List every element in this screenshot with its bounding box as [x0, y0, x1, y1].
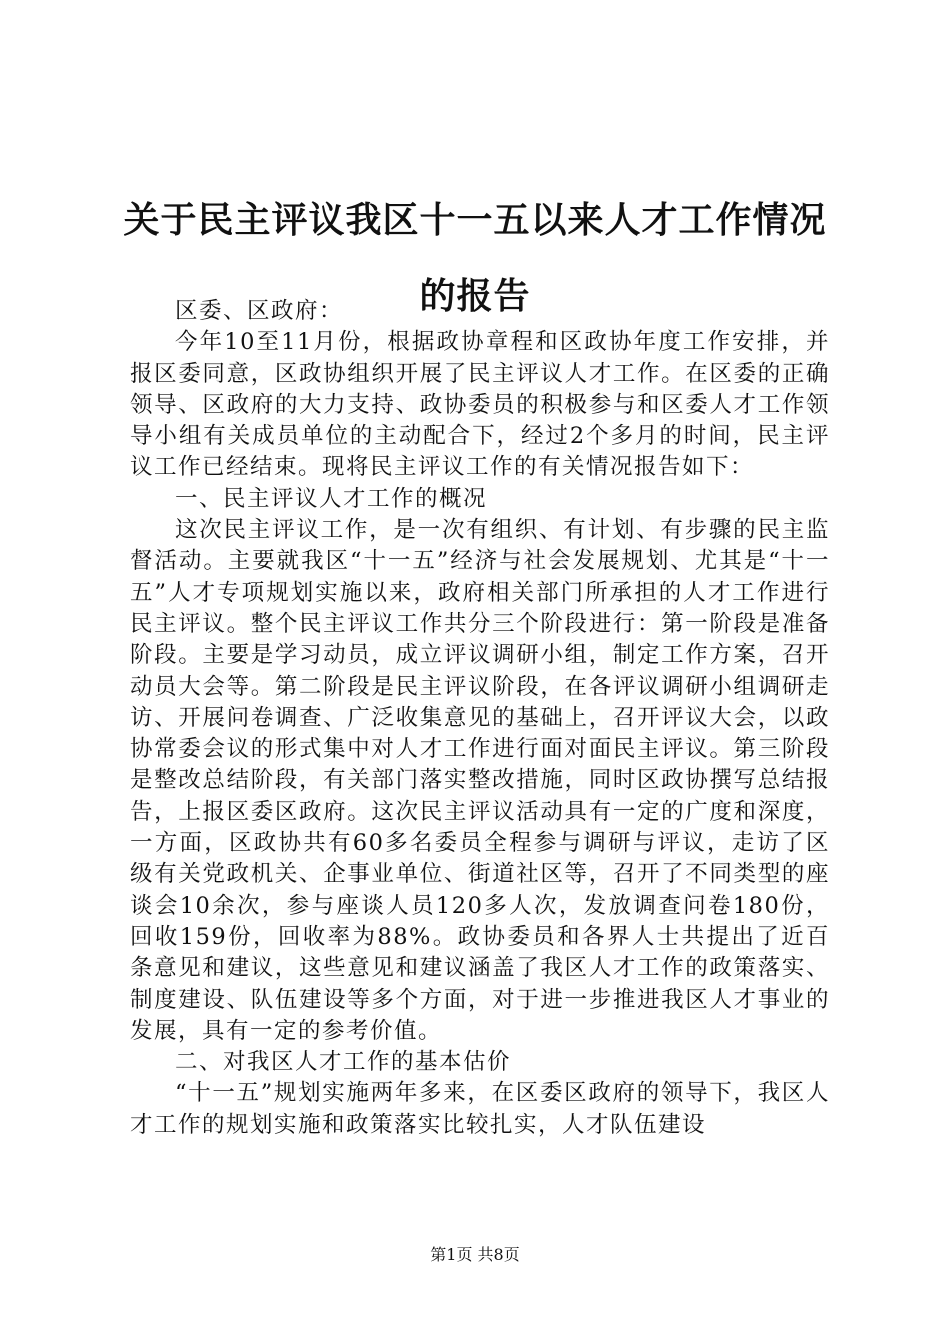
document-title: 关于民主评议我区十一五以来人才工作情况的报告	[123, 199, 827, 318]
section-heading-1: 一、民主评议人才工作的概况	[175, 485, 488, 512]
intro-paragraph: 今年10至11月份，根据政协章程和区政协年度工作安排，并报区委同意，区政协组织开展了民主评议人才工作。在区委的正确领导、区政府的大力支持、政协委员的积极参与和区委人才工作领导小组有关成员单位的主动配合下，经过2个多月的时间，民主评议工作已经结束。现将民主评议工作的有关情况报告如下：	[130, 329, 830, 481]
document-body	[130, 296, 830, 1141]
section-2-paragraph: “十一五”规划实施两年多来，在区委区政府的领导下，我区人才工作的规划实施和政策落实比较扎实，人才队伍建设	[130, 1080, 830, 1138]
page-footer: 第1页 共8页	[430, 1245, 520, 1264]
section-1-paragraph: 这次民主评议工作，是一次有组织、有计划、有步骤的民主监督活动。主要就我区“十一五”经济与社会发展规划、尤其是“十一五”人才专项规划实施以来，政府相关部门所承担的人才工作进行民主评议。整个民主评议工作共分三个阶段进行：第一阶段是准备阶段。主要是学习动员，成立评议调研小组，制定工作方案，召开动员大会等。第二阶段是民主评议阶段，在各评议调研小组调研走访、开展问卷调查、广泛收集意见的基础上，召开评议大会，以政协常委会议的形式集中对人才工作进行面对面民主评议。第三阶段是整改总结阶段，有关部门落实整改措施，同时区政协撰写总结报告，上报区委区政府。这次民主评议活动具有一定的广度和深度，一方面，区政协共有60多名委员全程参与调研与评议，走访了区级有关党政机关、企事业单位、街道社区等，召开了不同类型的座谈会10余次，参与座谈人员120多人次，发放调查问卷180份，回收159份，回收率为88%。政协委员和各界人士共提出了近百条意见和建议，这些意见和建议涵盖了我区人才工作的政策落实、制度建设、队伍建设等多个方面，对于进一步推进我区人才事业的发展，具有一定的参考价值。	[130, 517, 830, 1044]
section-heading-2: 二、对我区人才工作的基本估价	[175, 1049, 512, 1076]
salutation-paragraph: 区委、区政府：	[175, 298, 344, 324]
